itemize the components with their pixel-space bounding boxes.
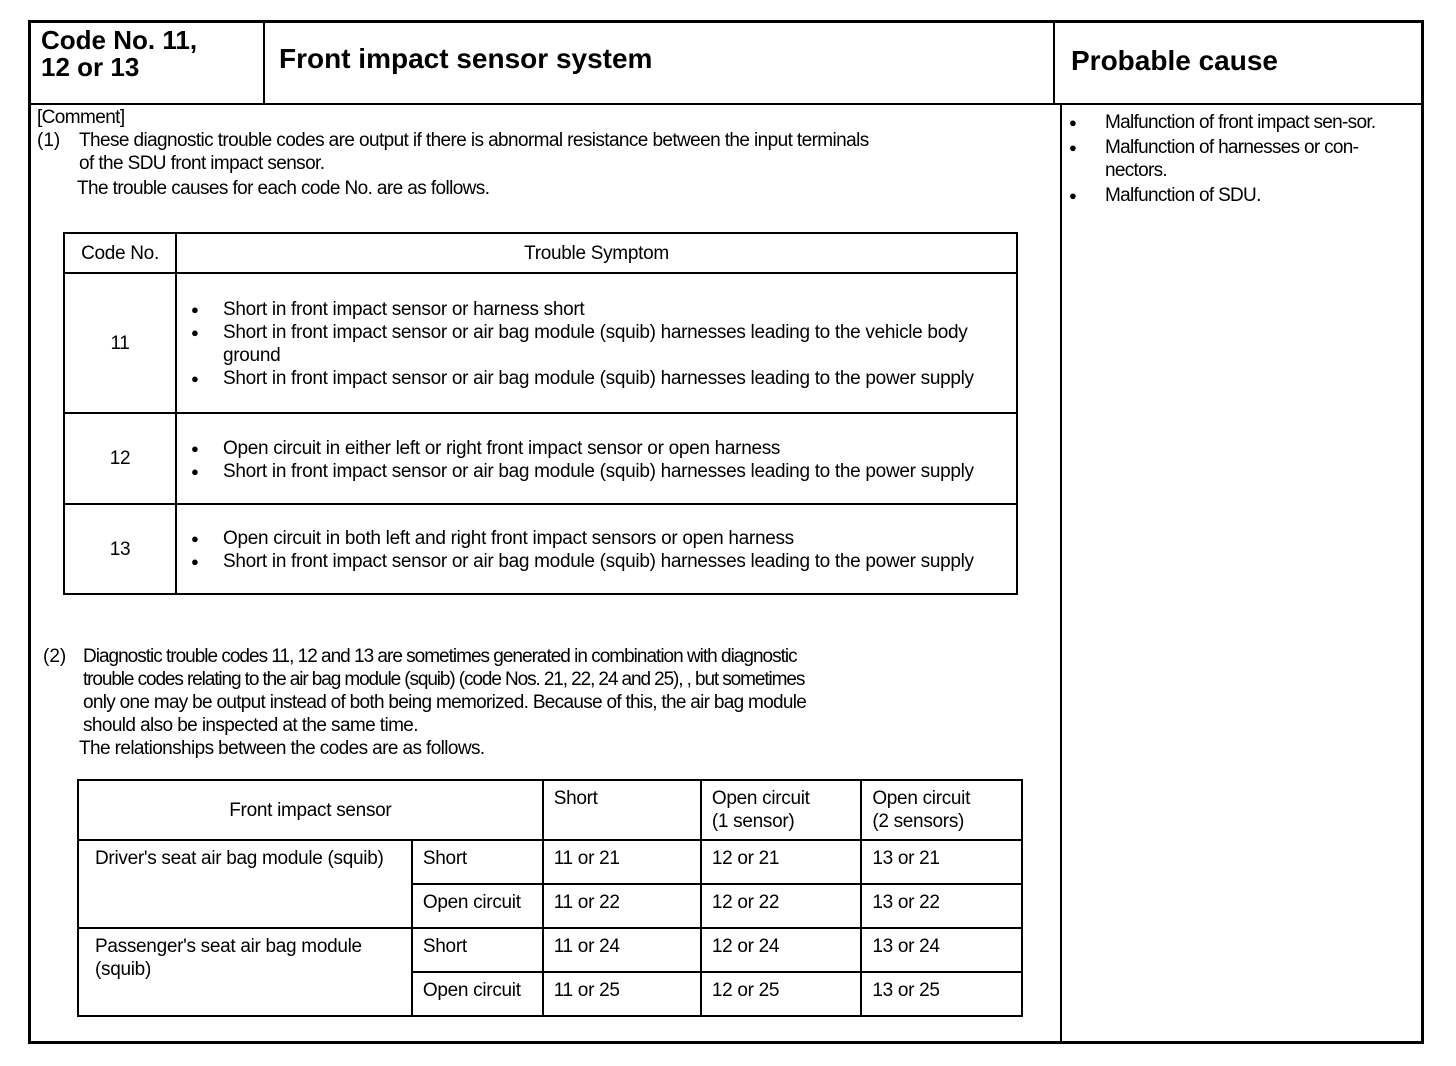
value-cell: 13 or 21 bbox=[861, 840, 1022, 884]
item2-line3: only one may be output instead of both being memorized. Because of this, the air bag module bbox=[83, 692, 807, 713]
value-cell: 11 or 24 bbox=[543, 928, 701, 972]
table-row bbox=[78, 928, 1022, 972]
item2-line2: trouble codes relating to the air bag module (squib) (code Nos. 21, 22, 24 and 25), , but sometimes bbox=[83, 669, 805, 690]
group-passenger: Passenger's seat air bag module (squib) bbox=[78, 928, 412, 1016]
code-number-line1: Code No. 11, bbox=[41, 25, 198, 55]
mode-cell: Short bbox=[412, 928, 543, 972]
symptom-item: ● Open circuit in either left or right front impact sensor or open harness bbox=[223, 437, 998, 460]
value-cell: 12 or 25 bbox=[701, 972, 861, 1016]
symptom-item: ● Short in front impact sensor or air bag module (squib) harnesses leading to the power supply bbox=[223, 550, 998, 573]
value-cell: 13 or 24 bbox=[861, 928, 1022, 972]
item1-line1: These diagnostic trouble codes are output if there is abnormal resistance between the input terminals bbox=[79, 130, 869, 151]
code-number-cell bbox=[31, 23, 265, 103]
header-row bbox=[31, 23, 1421, 105]
mode-cell: Open circuit bbox=[412, 972, 543, 1016]
symptom-item: ● Short in front impact sensor or air bag module (squib) harnesses leading to the vehicle body ground bbox=[223, 321, 998, 367]
column-divider bbox=[1060, 103, 1062, 1044]
probable-cause-heading: Probable cause bbox=[1053, 23, 1424, 103]
table-row bbox=[64, 273, 1017, 413]
code-number-line2: 12 or 13 bbox=[41, 52, 140, 82]
cause-item: ● Malfunction of front impact sen-sor. bbox=[1105, 111, 1415, 134]
corner-header: Front impact sensor bbox=[78, 780, 543, 840]
item2-line1: Diagnostic trouble codes 11, 12 and 13 are sometimes generated in combination with diagnostic bbox=[83, 646, 797, 667]
value-cell: 11 or 25 bbox=[543, 972, 701, 1016]
code-relationship-table bbox=[77, 779, 1023, 1017]
cause-item: ● Malfunction of harnesses or con-nectors. bbox=[1105, 136, 1415, 182]
item1-line2: of the SDU front impact sensor. bbox=[79, 153, 325, 174]
table-row bbox=[64, 504, 1017, 594]
cause-item: ● Malfunction of SDU. bbox=[1105, 184, 1415, 207]
col-header-symptom: Trouble Symptom bbox=[176, 233, 1017, 273]
col-header-code: Code No. bbox=[64, 233, 176, 273]
value-cell: 11 or 21 bbox=[543, 840, 701, 884]
table-row bbox=[64, 413, 1017, 504]
trouble-symptom-table bbox=[63, 232, 1018, 595]
item2-number: (2) bbox=[43, 646, 67, 667]
value-cell: 11 or 22 bbox=[543, 884, 701, 928]
value-cell: 13 or 25 bbox=[861, 972, 1022, 1016]
item1-line3: The trouble causes for each code No. are as follows. bbox=[77, 178, 490, 199]
col-header-open-2: Open circuit (2 sensors) bbox=[861, 780, 1022, 840]
value-cell: 12 or 22 bbox=[701, 884, 861, 928]
code-cell: 12 bbox=[64, 413, 176, 504]
table-row bbox=[78, 840, 1022, 884]
mode-cell: Open circuit bbox=[412, 884, 543, 928]
symptom-item: ● Short in front impact sensor or harness short bbox=[223, 298, 998, 321]
item1-number: (1) bbox=[37, 130, 61, 151]
mode-cell: Short bbox=[412, 840, 543, 884]
symptom-item: ● Open circuit in both left and right front impact sensors or open harness bbox=[223, 527, 998, 550]
probable-cause-list bbox=[1069, 111, 1415, 209]
col-header-open-1: Open circuit (1 sensor) bbox=[701, 780, 861, 840]
value-cell: 12 or 24 bbox=[701, 928, 861, 972]
comment-section bbox=[31, 105, 1057, 1043]
value-cell: 12 or 21 bbox=[701, 840, 861, 884]
comment-label: [Comment] bbox=[37, 107, 125, 128]
col-header-short: Short bbox=[543, 780, 701, 840]
value-cell: 13 or 22 bbox=[861, 884, 1022, 928]
item2-line5: The relationships between the codes are as follows. bbox=[79, 738, 485, 759]
code-cell: 13 bbox=[64, 504, 176, 594]
document-page bbox=[28, 20, 1424, 1044]
code-cell: 11 bbox=[64, 273, 176, 413]
item2-line4: should also be inspected at the same time. bbox=[83, 715, 418, 736]
group-driver: Driver's seat air bag module (squib) bbox=[78, 840, 412, 928]
page-title: Front impact sensor system bbox=[279, 43, 653, 74]
symptom-item: ● Short in front impact sensor or air bag module (squib) harnesses leading to the power supply bbox=[223, 460, 998, 483]
symptom-item: ● Short in front impact sensor or air bag module (squib) harnesses leading to the power supply bbox=[223, 367, 998, 390]
